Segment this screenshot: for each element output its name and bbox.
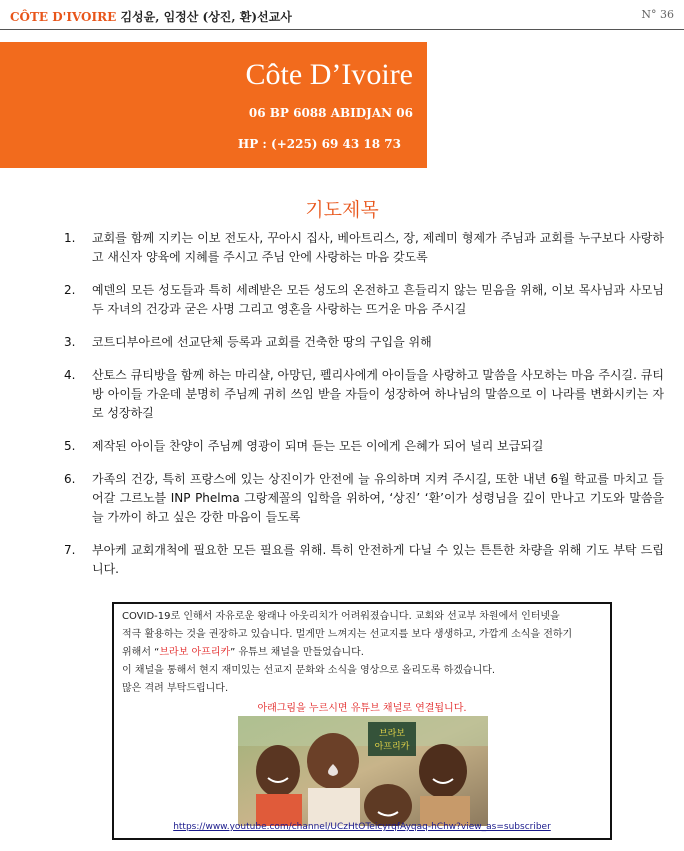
notice-line: COVID-19로 인해서 자유로운 왕래나 아웃리치가 어려워졌습니다. 교회와 선교부 차원에서 인터넷을 — [122, 611, 560, 622]
list-item: 5. 제작된 아이들 찬양이 주님께 영광이 되며 듣는 모든 이에게 은혜가 되어 널리 보급되길 — [64, 439, 544, 453]
thumbnail-caption: 아프리카 — [374, 742, 410, 752]
thumbnail-caption: 브라보 — [378, 729, 406, 739]
notice-line: 이 채널을 통해서 현지 재미있는 선교지 문화와 소식을 영상으로 올리도록 하겠습니다. — [122, 665, 496, 676]
list-item: 6. 가족의 건강, 특히 프랑스에 있는 상진이가 안전에 늘 유의하며 지켜 주시길, 또한 내년 6월 학교를 마치고 들어갈 그르노블 INP Phelma 그랑제꼴의 입학을 위하여, ‘상진’ ‘환’이가 성령님을 깊이 만나고 기도와 말씀을 늘 가까이 하고 싶은 강한 마음이 들도록 — [64, 472, 664, 524]
page-number: N° 36 — [641, 8, 674, 21]
header-names: 김성윤, 임정산 (상진, 환)선교사 — [120, 10, 292, 24]
list-item: 2. 예덴의 모든 성도들과 특히 세례받은 모든 성도의 온전하고 흔들리지 않는 믿음을 위해, 이보 목사님과 사모님 두 자녀의 건강과 굳은 사명 그리고 영혼을 사랑하는 뜨거운 마음 주시길 — [64, 283, 664, 316]
notice-line: 많은 격려 부탁드립니다. — [122, 683, 229, 694]
list-item: 7. 부아케 교회개척에 필요한 모든 필요를 위해. 특히 안전하게 다닐 수 있는 튼튼한 차량을 위해 기도 부탁 드립니다. — [64, 543, 664, 576]
running-header — [10, 8, 292, 25]
title-banner — [0, 42, 427, 168]
prayer-list — [64, 229, 664, 593]
channel-name: 브라보 아프리카 — [159, 647, 231, 658]
notice-line: 위해서 “브라보 아프리카” 유튜브 채널을 만들었습니다. — [122, 647, 364, 658]
banner-title: Côte D’Ivoire — [245, 58, 413, 91]
notice-line: 적극 활용하는 것을 권장하고 있습니다. 멀게만 느껴지는 선교지를 보다 생생하고, 가깝게 소식을 전하기 — [122, 629, 573, 640]
prayer-heading: 기도제목 — [305, 199, 379, 221]
click-note: 아래그림을 누르시면 유튜브 채널로 연결됩니다. — [257, 703, 467, 714]
covid-notice-box — [112, 602, 612, 840]
list-item: 4. 산토스 큐티방을 함께 하는 마리샬, 아망딘, 펠리사에게 아이들을 사랑하고 말씀을 사모하는 마음 주시길. 큐티방 아이들 가운데 분명히 주님께 귀히 쓰임 받을 자들이 성장하여 하나님의 말씀으로 이 나라를 변화시키는 자로 성장하길 — [64, 368, 664, 420]
channel-thumbnail[interactable] — [238, 716, 488, 826]
list-item: 1. 교회를 함께 지키는 이보 전도사, 꾸아시 집사, 베아트리스, 장, 제레미 형제가 주님과 교회를 누구보다 사랑하고 새신자 양육에 지혜를 주시고 주님 안에 사랑하는 마음 갖도록 — [64, 231, 664, 264]
header-country: CÔTE D'IVOIRE — [10, 10, 117, 24]
youtube-link[interactable]: https://www.youtube.com/channel/UCzHtOTeicyrqfAyqaq-hChw?view_as=subscriber — [173, 822, 551, 832]
header-rule — [0, 29, 684, 30]
banner-phone: HP : (+225) 69 43 18 73 — [237, 137, 401, 151]
list-item: 3. 코트디부아르에 선교단체 등록과 교회를 건축한 땅의 구입을 위해 — [64, 335, 432, 349]
banner-address: 06 BP 6088 ABIDJAN 06 — [248, 106, 413, 120]
